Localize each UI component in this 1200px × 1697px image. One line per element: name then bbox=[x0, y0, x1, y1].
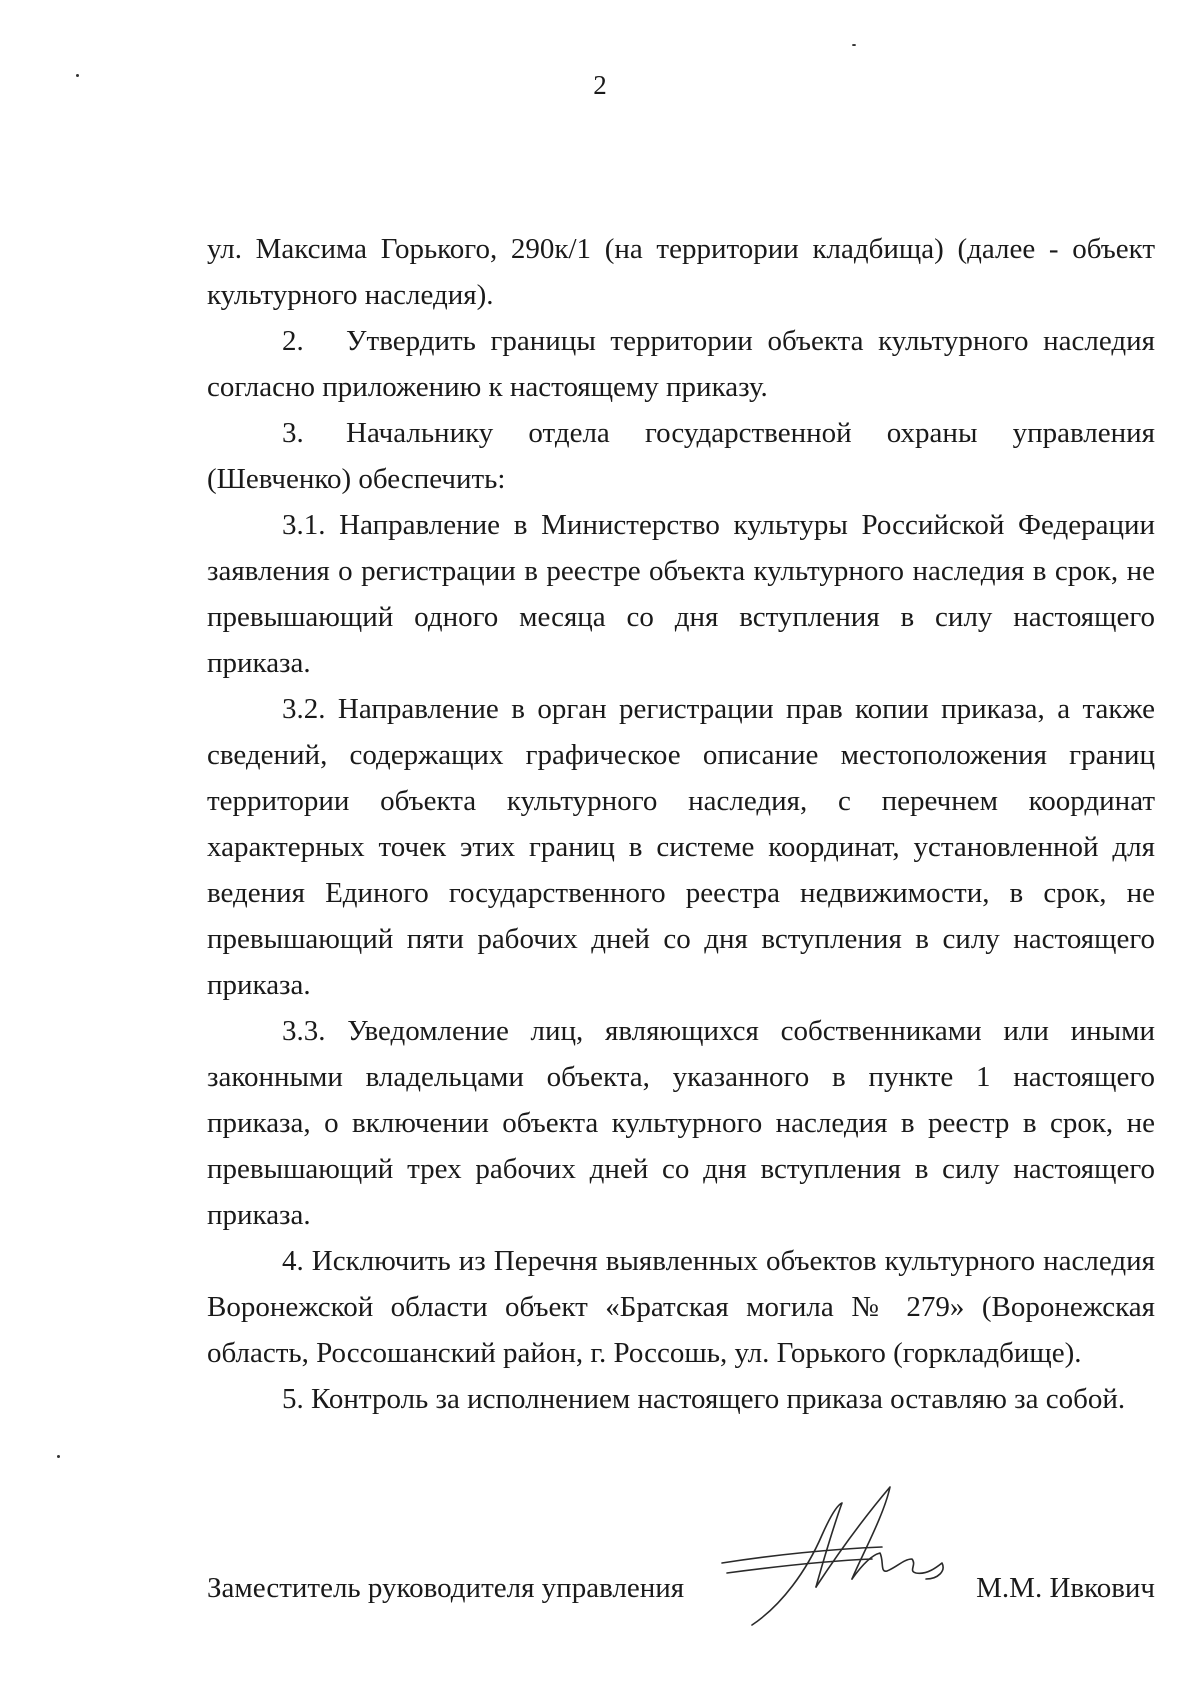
scan-speck bbox=[76, 74, 79, 77]
paragraph-item-5: 5. Контроль за исполнением настоящего приказа оставляю за собой. bbox=[282, 1383, 1126, 1415]
scan-speck bbox=[57, 1455, 60, 1458]
paragraph-continuation: ул. Максима Горького, 290к/1 (на территории кладбища) (далее - объект культурного наследия). bbox=[207, 233, 1155, 311]
item-number: 3. bbox=[282, 417, 304, 449]
paragraph-item-2: 2. Утвердить границы территории объекта культурного наследия согласно приложению к настоящему приказу. bbox=[207, 318, 1155, 410]
paragraph-item-3-3: 3.3. Уведомление лиц, являющихся собственниками или иными законными владельцами объекта, указанного в пункте 1 настоящего приказа, о включении объекта культурного наследия в реестр в срок, не превышающий трех рабочих дней со дня вступления в силу настоящего приказа. bbox=[207, 1015, 1155, 1231]
handwritten-signature bbox=[712, 1475, 972, 1645]
paragraph-item-4: 4. Исключить из Перечня выявленных объектов культурного наследия Воронежской области объект «Братская могила № 279» (Воронежская область, Россошанский район, г. Россошь, ул. Горького (горкладбище). bbox=[207, 1245, 1155, 1369]
signatory-name: М.М. Ивкович bbox=[976, 1572, 1155, 1604]
paragraph-item-3: 3. Начальнику отдела государственной охраны управления (Шевченко) обеспечить: bbox=[207, 410, 1155, 502]
paragraph-item-3-1: 3.1. Направление в Министерство культуры Российской Федерации заявления о регистрации в реестре объекта культурного наследия в срок, не превышающий одного месяца со дня вступления в силу настоящего приказа. bbox=[207, 509, 1155, 679]
paragraph-item-3-2: 3.2. Направление в орган регистрации прав копии приказа, а также сведений, содержащих графическое описание местоположения границ территории объекта культурного наследия, с перечнем координат характерных точек этих границ в системе координат, установленной для ведения Единого государственного реестра недвижимости, в срок, не превышающий пяти рабочих дней со дня вступления в силу настоящего приказа. bbox=[207, 693, 1155, 1001]
document-body bbox=[207, 226, 1155, 1422]
signature-block bbox=[207, 1525, 1155, 1645]
item-number: 2. bbox=[282, 325, 304, 357]
signatory-role: Заместитель руководителя управления bbox=[207, 1572, 685, 1604]
page-number: 2 bbox=[593, 70, 607, 100]
scan-speck bbox=[852, 44, 856, 46]
